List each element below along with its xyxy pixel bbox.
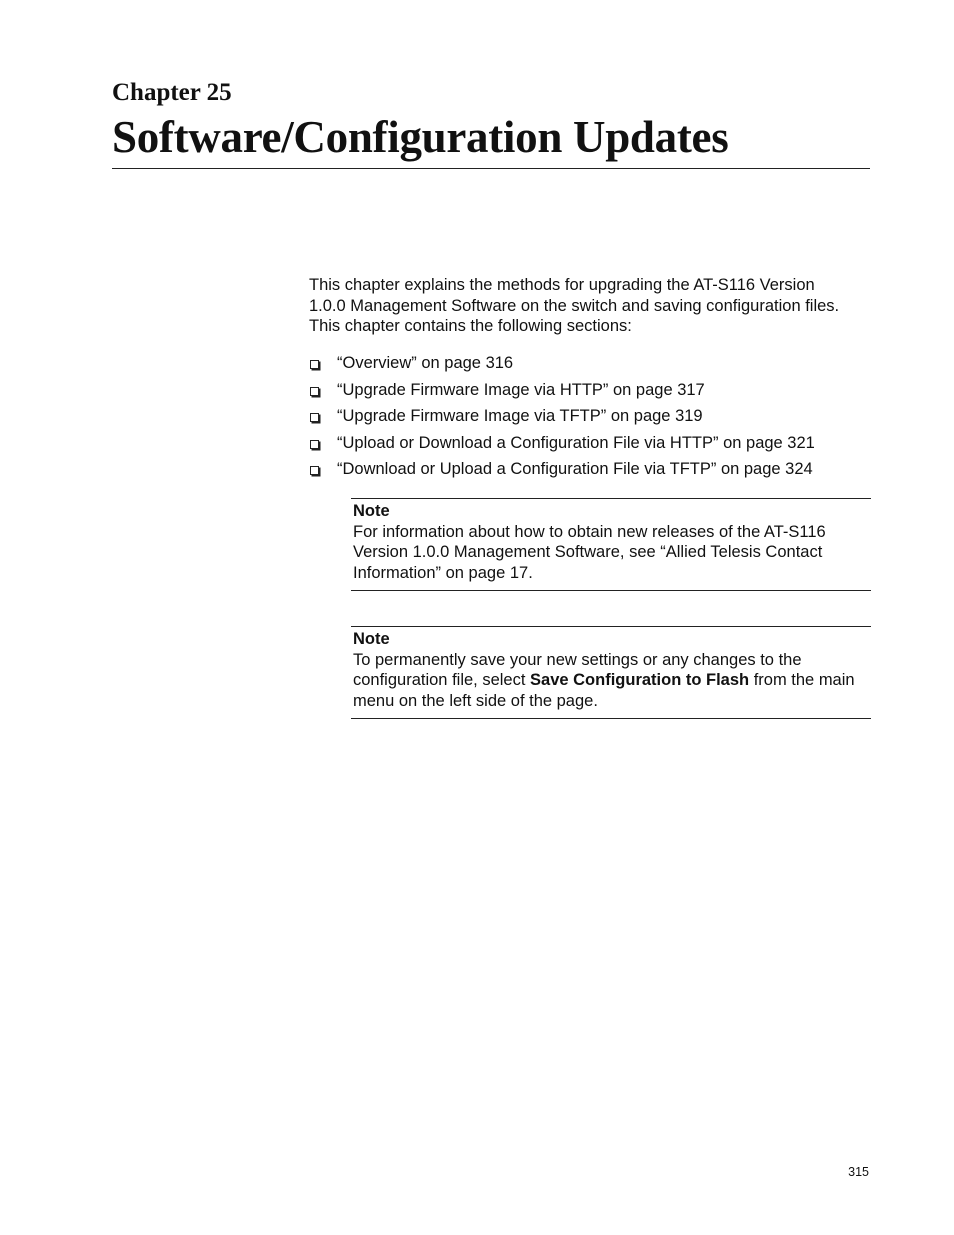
section-link-config-tftp[interactable]: “Download or Upload a Configuration File via TFTP” on page 324 xyxy=(337,460,813,478)
note-text: For information about how to obtain new releases of the AT-S116 Version 1.0.0 Management Software, see “Allied Telesis Contact Information” on page 17. xyxy=(353,522,826,582)
checkbox-bullet-icon xyxy=(310,387,319,396)
section-list xyxy=(309,352,874,485)
note-emphasis: Save Configuration to Flash xyxy=(530,671,750,689)
note-box xyxy=(351,626,871,719)
chapter-label: Chapter 25 xyxy=(112,79,232,106)
list-item[interactable] xyxy=(309,352,874,379)
note-text-after: from the main menu on the left side of the page. xyxy=(353,671,855,710)
title-divider xyxy=(112,168,870,169)
list-item[interactable] xyxy=(309,405,874,432)
note-box xyxy=(351,498,871,591)
checkbox-bullet-icon xyxy=(310,360,319,369)
intro-paragraph: This chapter explains the methods for upgrading the AT-S116 Version 1.0.0 Management Software on the switch and saving configuration files. This chapter contains the following sections: xyxy=(309,276,840,335)
checkbox-bullet-icon xyxy=(310,413,319,422)
note-text xyxy=(353,650,871,712)
section-link-config-http[interactable]: “Upload or Download a Configuration File via HTTP” on page 321 xyxy=(337,433,815,452)
checkbox-bullet-icon xyxy=(310,440,319,449)
list-item[interactable] xyxy=(309,432,874,459)
chapter-title: Software/Configuration Updates xyxy=(112,112,729,162)
note-text-before: To permanently save your new settings or any changes to the configuration file, select xyxy=(353,650,802,689)
checkbox-bullet-icon xyxy=(310,466,319,475)
note-heading: Note xyxy=(353,630,390,648)
list-item[interactable] xyxy=(309,379,874,406)
page-number: 315 xyxy=(848,1165,869,1179)
note-heading: Note xyxy=(353,502,390,520)
section-link-upgrade-tftp[interactable]: “Upgrade Firmware Image via TFTP” on page 319 xyxy=(337,407,703,425)
section-link-upgrade-http[interactable]: “Upgrade Firmware Image via HTTP” on page 317 xyxy=(337,380,705,399)
list-item[interactable] xyxy=(309,458,874,485)
section-link-overview[interactable]: “Overview” on page 316 xyxy=(337,354,514,372)
